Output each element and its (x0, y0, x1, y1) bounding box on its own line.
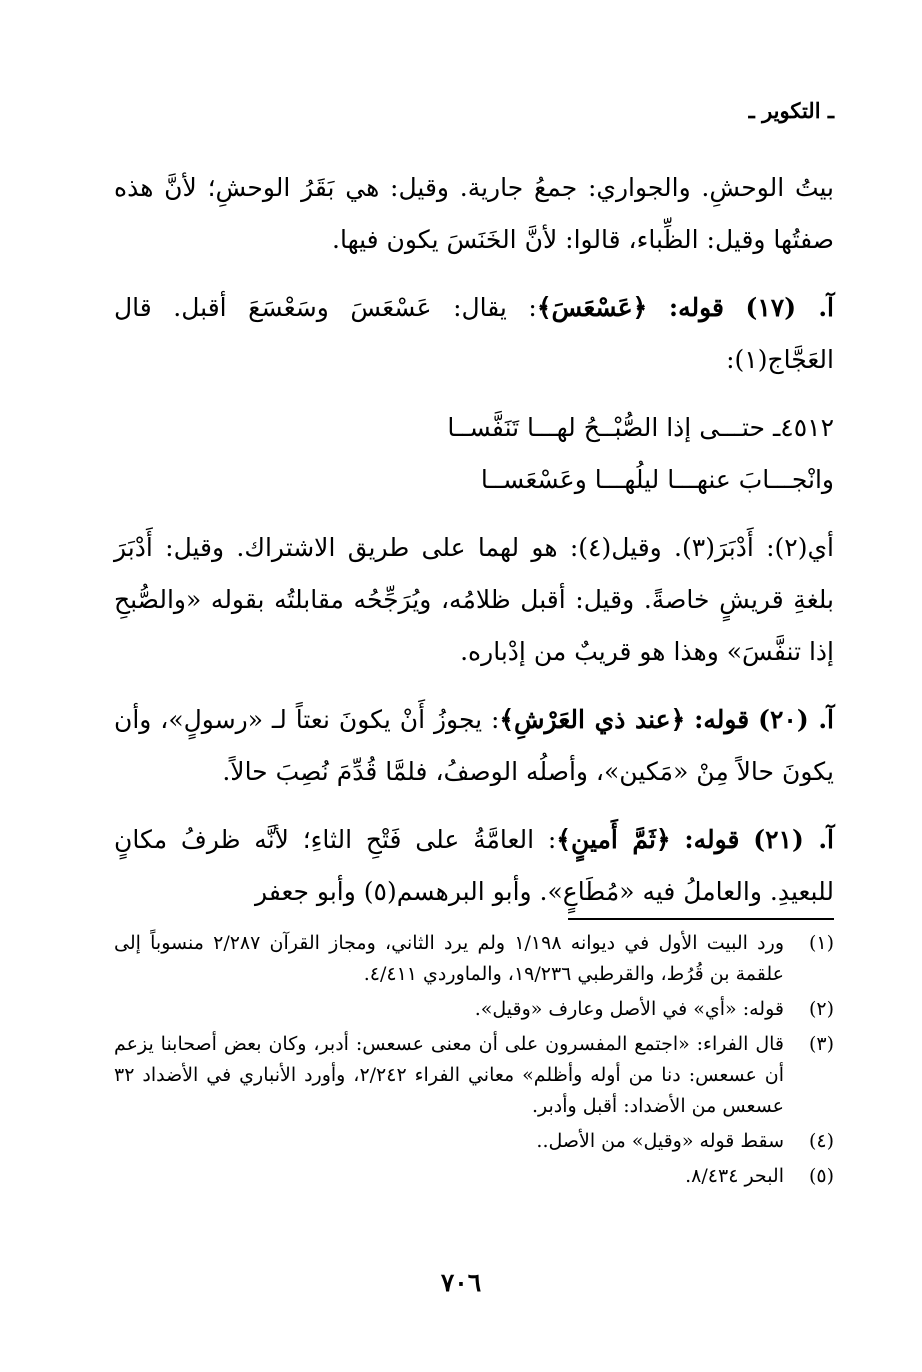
footnotes (114, 928, 834, 1196)
footnote-text: سقط قوله «وقيل» من الأصل.. (536, 1130, 784, 1152)
footnote-number: (٤) (808, 1130, 834, 1152)
footnote-text: ورد البيت الأول في ديوانه ١/١٩٨ ولم يرد الثاني، ومجاز القرآن ٢/٢٨٧ منسوباً إلى علقمة بن قُرُط، والقرطبي ١٩/٢٣٦، والماوردي ٤/٤١١. (114, 932, 784, 985)
verse-label: قوله: (668, 293, 724, 322)
verse-commentary: : يجوزُ أَنْ يكونَ نعتاً لـ «رسولٍ»، وأن يكونَ حالاً مِنْ «مَكين»، وأصلُه الوصفُ، فلمَّا قُدِّمَ نُصِبَ حالاً. (114, 705, 834, 786)
paragraph-1: بيتُ الوحشِ. والجواري: جمعُ جارية. وقيل: هي بَقَرُ الوحشِ؛ لأنَّ هذه صفتُها وقيل: الظِّباء، قالوا: لأنَّ الخَنَسَ يكون فيها. (114, 173, 834, 254)
poem-line-1: ٤٥١٢ـ حتـــى إذا الصُّبْــحُ لهـــا تَنَفَّســا (447, 413, 834, 442)
poem-line-2: وانْجـــابَ عنهـــا ليلُهـــا وعَسْعَســا (480, 465, 834, 494)
footnote-text: قوله: «أي» في الأصل وعارف «وقيل». (474, 998, 784, 1020)
footnote-number: (٥) (808, 1165, 834, 1187)
footnote-3 (114, 1029, 834, 1122)
verse-commentary: : يقال: عَسْعَسَ وسَعْسَعَ أقبل. قال العَجَّاج(١): (114, 293, 834, 374)
verse-number: آ. (١٧) (745, 293, 834, 322)
footnote-number: (٣) (808, 1033, 834, 1055)
verse-number: آ. (٢١) (753, 825, 834, 854)
paragraph-verse-17 (114, 282, 834, 386)
paragraph-verse-20 (114, 694, 834, 798)
quran-quote: ﴿ثَمَّ أَمينٍ﴾ (556, 825, 671, 854)
page-number: ٧٠٦ (440, 1268, 482, 1297)
verse-label: قوله: (684, 825, 740, 854)
quran-quote: ﴿عند ذي العَرْشِ﴾ (499, 705, 686, 734)
footnote-5 (114, 1161, 834, 1192)
footnote-4 (114, 1126, 834, 1157)
verse-label: قوله: (694, 705, 750, 734)
paragraph-verse-21 (114, 814, 834, 918)
running-header: ـ التكوير ـ (748, 98, 834, 123)
footnote-1 (114, 928, 834, 990)
footnote-number: (١) (808, 932, 834, 954)
footnote-number: (٢) (808, 998, 834, 1020)
paragraph-3: أي(٢): أَدْبَرَ(٣). وقيل(٤): هو لهما على طريق الاشتراك. وقيل: أَدْبَرَ بلغةِ قريشٍ خاصةً. وقيل: أقبل ظلامُه، ويُرَجِّحُه مقابلتُه بقوله «والصُّبحِ إذا تنفَّسَ» وهذا هو قريبٌ من إدْباره. (114, 533, 834, 666)
poem (114, 402, 834, 506)
quran-quote: ﴿عَسْعَسَ﴾ (536, 293, 648, 322)
footnote-divider (568, 918, 834, 920)
verse-number: آ. (٢٠) (758, 705, 834, 734)
footnote-text: قال الفراء: «اجتمع المفسرون على أن معنى عسعس: أدبر، وكان بعض أصحابنا يزعم أن عسعس: دنا من أوله وأظلم» معاني الفراء ٢/٢٤٢، وأورد الأنباري في الأضداد ٣٢ عسعس من الأضداد: أقبل وأدبر. (114, 1033, 784, 1117)
footnote-text: البحر ٨/٤٣٤. (685, 1165, 784, 1187)
main-text (114, 162, 834, 934)
verse-commentary: : العامَّةُ على فَتْحِ الثاءِ؛ لأنَّه ظرفُ مكانٍ للبعيدِ. والعاملُ فيه «مُطَاعٍ». وأبو البرهسم(٥) وأبو جعفر (114, 825, 834, 906)
footnote-2 (114, 994, 834, 1025)
